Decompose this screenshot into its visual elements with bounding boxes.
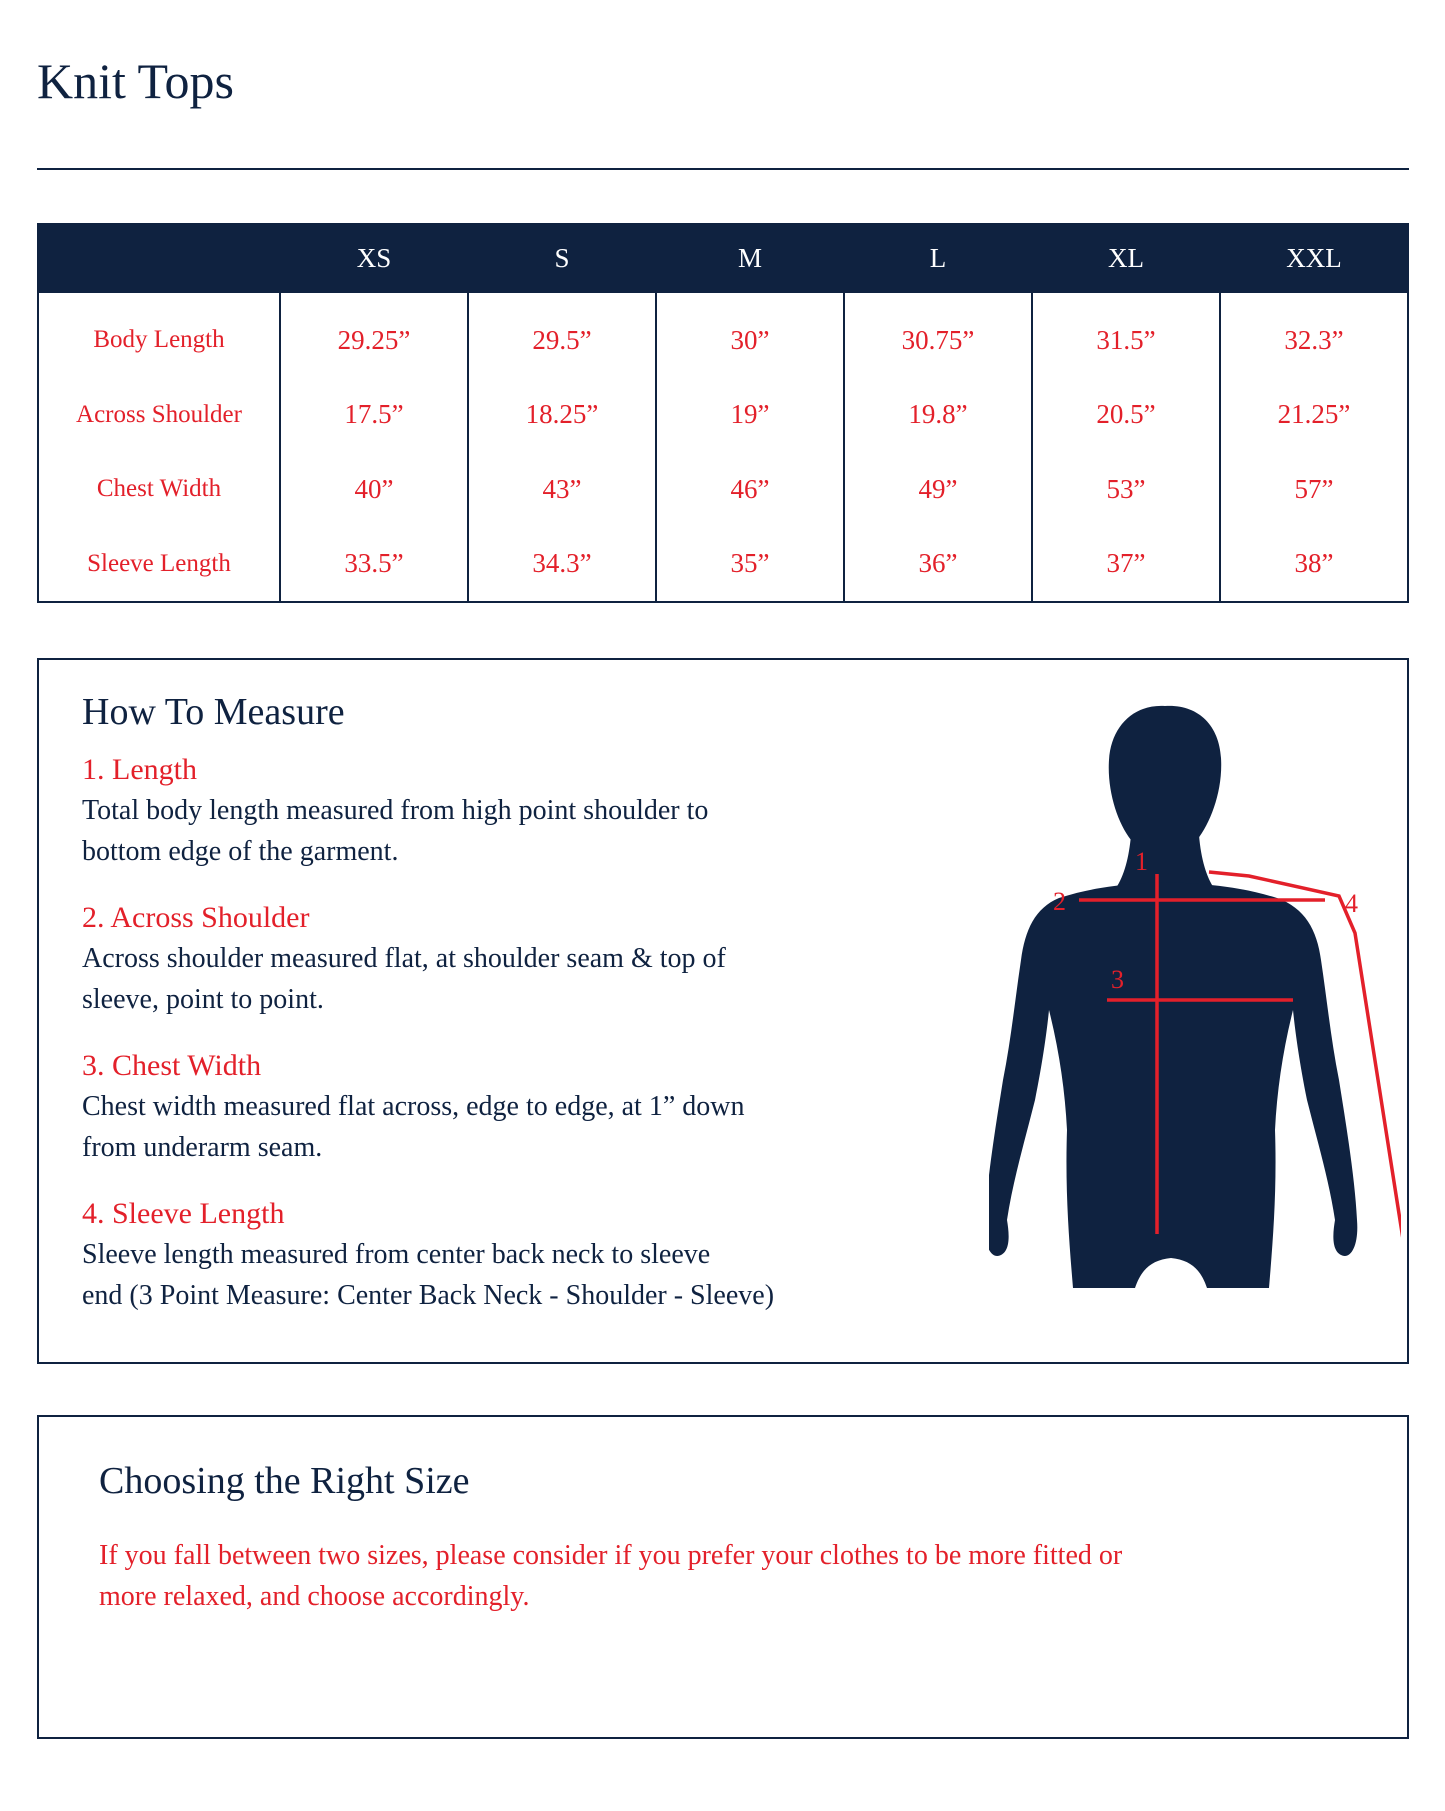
step-description — [82, 1234, 932, 1316]
choosing-size-text-line: more relaxed, and choose accordingly. — [99, 1581, 530, 1612]
header-cell-l: L — [844, 224, 1032, 292]
choosing-size-title: Choosing the Right Size — [99, 1460, 470, 1502]
row-label: Across Shoulder — [38, 378, 280, 452]
table-cell: 19” — [656, 378, 844, 452]
how-to-measure-panel — [37, 658, 1409, 1364]
step-length — [82, 750, 932, 872]
step-across-shoulder — [82, 898, 932, 1020]
table-cell: 57” — [1220, 452, 1408, 526]
table-cell: 20.5” — [1032, 378, 1220, 452]
figure-label-2: 2 — [1053, 887, 1066, 916]
figure-label-3: 3 — [1111, 965, 1124, 994]
table-row — [38, 378, 1408, 452]
step-description — [82, 790, 932, 872]
header-cell-s: S — [468, 224, 656, 292]
table-cell: 38” — [1220, 527, 1408, 602]
choosing-size-panel — [37, 1415, 1409, 1739]
table-cell: 34.3” — [468, 527, 656, 602]
table-cell: 19.8” — [844, 378, 1032, 452]
choosing-size-text — [99, 1535, 1369, 1617]
table-cell: 21.25” — [1220, 378, 1408, 452]
header-cell-xs: XS — [280, 224, 468, 292]
how-to-measure-title: How To Measure — [82, 691, 345, 733]
step-sleeve-length — [82, 1194, 932, 1316]
table-cell: 35” — [656, 527, 844, 602]
step-chest-width — [82, 1046, 932, 1168]
title-divider — [37, 168, 1409, 170]
table-cell: 30.75” — [844, 292, 1032, 378]
step-heading: 2. Across Shoulder — [82, 901, 310, 934]
table-cell: 18.25” — [468, 378, 656, 452]
table-cell: 40” — [280, 452, 468, 526]
table-row — [38, 527, 1408, 602]
measure-steps — [82, 750, 932, 1342]
figure-label-1: 1 — [1135, 847, 1148, 876]
table-cell: 30” — [656, 292, 844, 378]
step-description-line: Chest width measured flat across, edge to edge, at 1” down — [82, 1091, 745, 1122]
table-cell: 36” — [844, 527, 1032, 602]
table-cell: 29.5” — [468, 292, 656, 378]
table-cell: 29.25” — [280, 292, 468, 378]
step-description — [82, 938, 932, 1020]
table-cell: 46” — [656, 452, 844, 526]
step-description-line: sleeve, point to point. — [82, 984, 324, 1015]
step-heading: 3. Chest Width — [82, 1049, 262, 1082]
table-cell: 31.5” — [1032, 292, 1220, 378]
choosing-size-text-line: If you fall between two sizes, please consider if you prefer your clothes to be more fitted or — [99, 1540, 1123, 1571]
table-cell: 43” — [468, 452, 656, 526]
page-title: Knit Tops — [37, 53, 234, 109]
step-description — [82, 1086, 932, 1168]
header-cell-xl: XL — [1032, 224, 1220, 292]
table-cell: 49” — [844, 452, 1032, 526]
step-heading: 1. Length — [82, 753, 197, 786]
row-label: Chest Width — [38, 452, 280, 526]
size-chart-table — [37, 223, 1409, 603]
step-description-line: Total body length measured from high point shoulder to — [82, 795, 709, 826]
size-header-row — [38, 224, 1408, 292]
header-cell-empty — [38, 224, 280, 292]
table-cell: 17.5” — [280, 378, 468, 452]
step-description-line: from underarm seam. — [82, 1132, 323, 1163]
table-cell: 32.3” — [1220, 292, 1408, 378]
table-cell: 37” — [1032, 527, 1220, 602]
header-cell-xxl: XXL — [1220, 224, 1408, 292]
step-heading: 4. Sleeve Length — [82, 1197, 285, 1230]
figure-label-4: 4 — [1345, 889, 1358, 918]
body-measurement-figure — [989, 690, 1401, 1350]
table-cell: 33.5” — [280, 527, 468, 602]
table-row — [38, 292, 1408, 378]
body-silhouette — [989, 706, 1357, 1288]
row-label: Body Length — [38, 292, 280, 378]
row-label: Sleeve Length — [38, 527, 280, 602]
header-cell-m: M — [656, 224, 844, 292]
step-description-line: Sleeve length measured from center back neck to sleeve — [82, 1239, 711, 1270]
step-description-line: Across shoulder measured flat, at shoulder seam & top of — [82, 943, 726, 974]
table-cell: 53” — [1032, 452, 1220, 526]
step-description-line: bottom edge of the garment. — [82, 836, 399, 867]
table-row — [38, 452, 1408, 526]
step-description-line: end (3 Point Measure: Center Back Neck - Shoulder - Sleeve) — [82, 1280, 775, 1311]
